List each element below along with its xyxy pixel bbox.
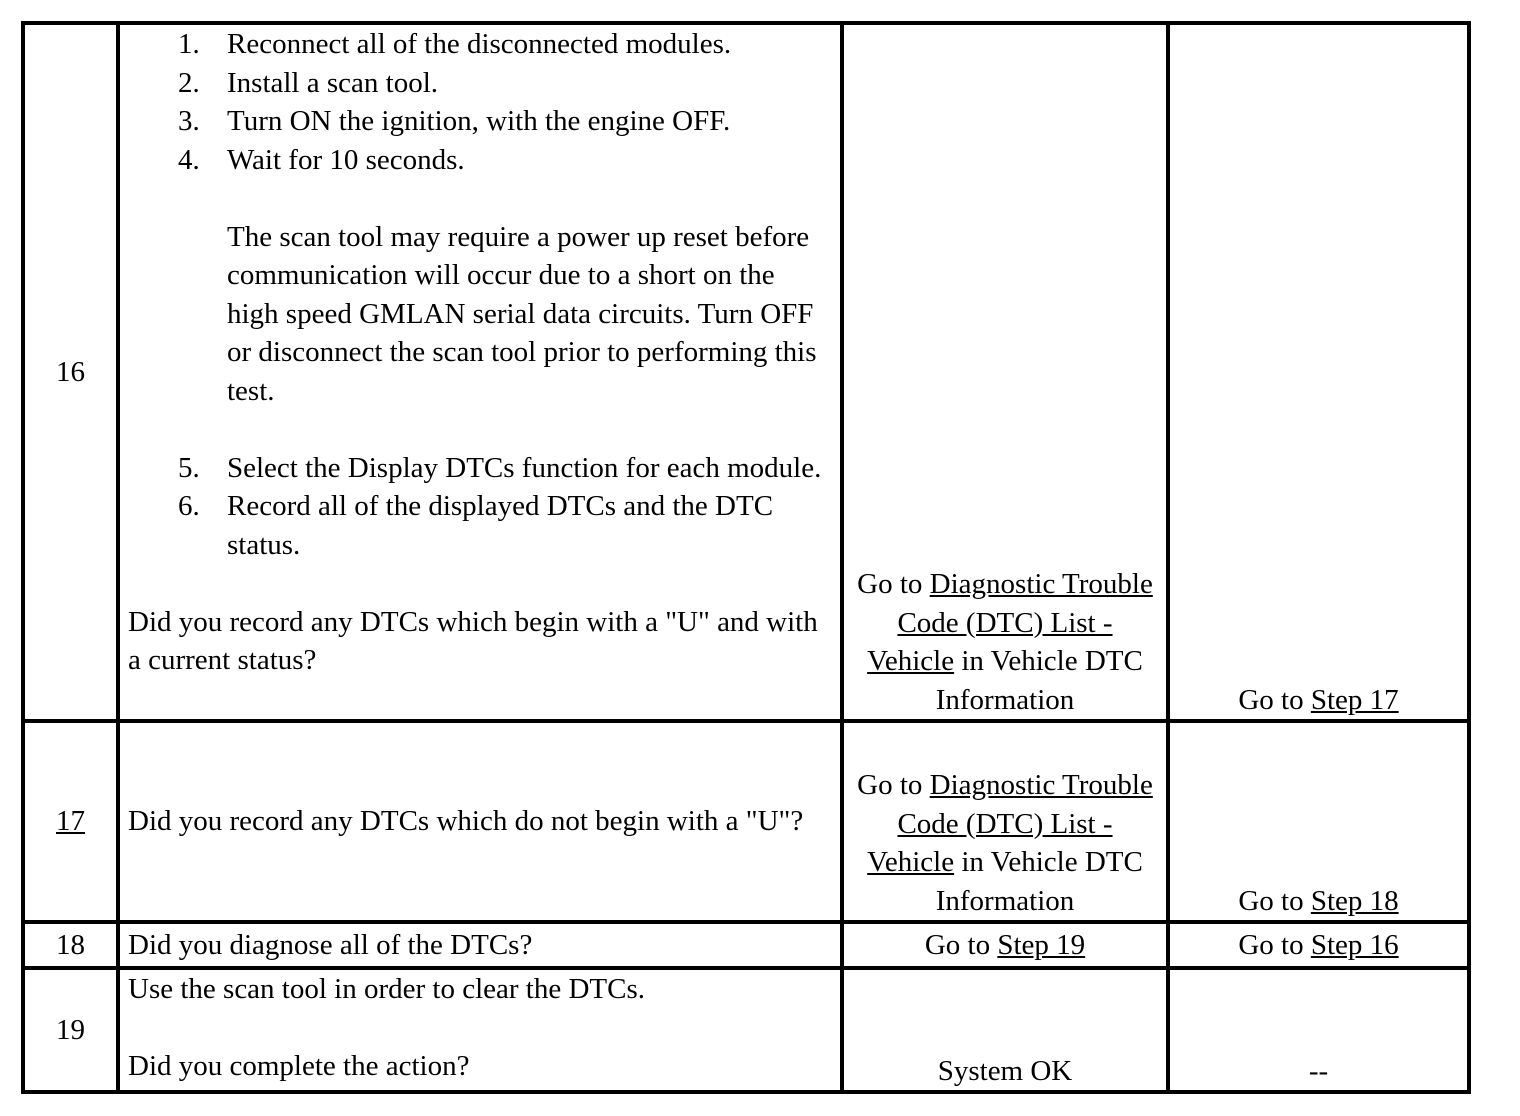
action-steps-list xyxy=(128,25,832,179)
step-question: Did you record any DTCs which do not begin with a "U"? xyxy=(128,805,804,838)
scan-tool-note: The scan tool may require a power up reset before communication will occur due to a short on the high speed GMLAN serial data circuits. Turn OFF or disconnect the scan tool prior to performing this test. xyxy=(227,220,817,407)
yes-cell: Go to Diagnostic Trouble Code (DTC) List - Vehicle in Vehicle DTC Information xyxy=(842,23,1168,721)
list-item: 3. Turn ON the ignition, with the engine OFF. xyxy=(178,105,731,137)
step-18-link[interactable]: Step 18 xyxy=(1310,884,1399,917)
action-text: Use the scan tool in order to clear the DTCs. xyxy=(128,973,646,1005)
dtc-list-link[interactable]: Diagnostic Trouble Code (DTC) List - Vehicle xyxy=(867,769,1153,878)
table-row-step-18 xyxy=(23,922,1469,968)
yes-cell: System OK xyxy=(842,968,1168,1092)
action-cell xyxy=(118,23,842,721)
step-number: 18 xyxy=(23,922,118,968)
step-number: 19 xyxy=(23,968,118,1092)
action-steps-list xyxy=(128,449,832,565)
no-cell: Go to Step 17 xyxy=(1168,23,1469,721)
step-16-link[interactable]: Step 16 xyxy=(1310,928,1399,961)
list-item: 5. Select the Display DTCs function for each module. xyxy=(178,451,822,484)
step-17-link[interactable]: Step 17 xyxy=(1310,683,1399,716)
step-question: Did you record any DTCs which begin with a "U" and with a current status? xyxy=(128,605,818,676)
dtc-list-link[interactable]: Diagnostic Trouble Code (DTC) List - Vehicle xyxy=(867,568,1153,677)
table-row-step-17 xyxy=(23,721,1469,922)
action-cell xyxy=(118,922,842,968)
list-item: 2. Install a scan tool. xyxy=(178,66,439,99)
step-number-link[interactable]: 17 xyxy=(56,805,85,838)
table-row-step-19 xyxy=(23,968,1469,1092)
step-19-link[interactable]: Step 19 xyxy=(997,928,1086,961)
action-cell xyxy=(118,968,842,1092)
diagnostic-table xyxy=(21,21,1471,1094)
no-cell: Go to Step 18 xyxy=(1168,721,1469,922)
yes-cell: Go to Diagnostic Trouble Code (DTC) List - Vehicle in Vehicle DTC Information xyxy=(842,721,1168,922)
list-item: 4. Wait for 10 seconds. xyxy=(178,143,465,176)
step-number: 16 xyxy=(23,23,118,721)
list-item: 6. Record all of the displayed DTCs and the DTC status. xyxy=(178,490,774,561)
action-cell xyxy=(118,721,842,922)
no-cell: -- xyxy=(1168,968,1469,1092)
list-item: 1. Reconnect all of the disconnected modules. xyxy=(178,28,732,60)
step-question: Did you diagnose all of the DTCs? xyxy=(128,928,533,961)
table-row-step-16 xyxy=(23,23,1469,721)
no-cell: Go to Step 16 xyxy=(1168,922,1469,968)
yes-cell: Go to Step 19 xyxy=(842,922,1168,968)
step-question: Did you complete the action? xyxy=(128,1050,470,1082)
